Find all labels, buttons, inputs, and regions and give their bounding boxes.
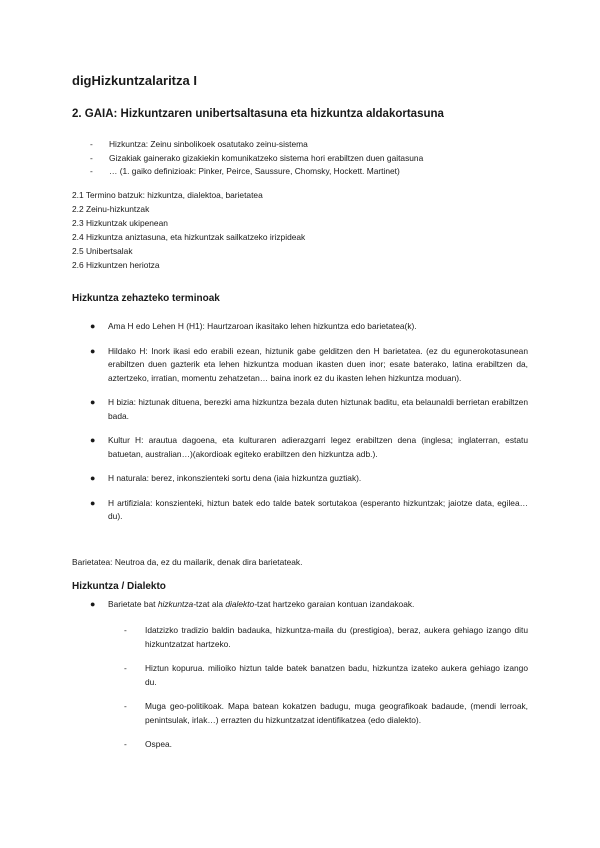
intro-list bbox=[90, 138, 530, 179]
list-item: - Ospea. bbox=[124, 738, 528, 752]
terms-note: Barietatea: Neutroa da, ez du mailarik, denak dira barietateak. bbox=[72, 557, 303, 567]
list-item: ● Ama H edo Lehen H (H1): Haurtzaroan ikasitako lehen hizkuntza edo barietatea(k). bbox=[90, 320, 528, 334]
list-item: ● H artifiziala: konszienteki, hiztun batek edo talde batek sortutakoa (esperanto hizkuntzak; jaiotze data, egilea… du). bbox=[90, 497, 528, 521]
bullet-icon: ● bbox=[90, 497, 96, 508]
dash-marker: - bbox=[124, 739, 127, 749]
toc-item: 2.4 Hizkuntza aniztasuna, eta hizkuntzak sailkatzeko irizpideak bbox=[72, 232, 306, 242]
list-item: - Hiztun kopurua. milioiko hiztun talde batek banatzen badu, hizkuntza izateko aukera gehiago izango du. bbox=[124, 663, 528, 687]
toc-item: 2.1 Termino batzuk: hizkuntza, dialektoa, barietatea bbox=[72, 190, 263, 200]
toc-item: 2.6 Hizkuntzen heriotza bbox=[72, 260, 160, 270]
list-item: - … (1. gaiko definizioak: Pinker, Peirce, Saussure, Chomsky, Hockett. Martinet) bbox=[90, 165, 530, 179]
bullet-icon: ● bbox=[90, 345, 96, 356]
list-item: - Idatzizko tradizio baldin badauka, hizkuntza-maila du (prestigioa), beraz, aukera gehiago izango ditu hizkuntzatzat hartzeko. bbox=[124, 625, 528, 649]
dash-marker: - bbox=[124, 625, 127, 635]
list-item: ● H naturala: berez, inkonszienteki sortu dena (iaia hizkuntza guztiak). bbox=[90, 472, 528, 486]
terms-list bbox=[90, 320, 528, 535]
dash-marker: - bbox=[124, 701, 127, 711]
list-item: ● Hildako H: Inork ikasi edo erabili ezean, hiztunik gabe gelditzen den H barietatea. (ez du egunerokotasunean erabiltzen duen gazterik eta lehen hizkuntza moduan ikasten duen inor; esate baterako, latina erabiltzen da, aztertzeko, irratian, momentu zehatzetan… baina inork ez du ikasten lehen hizkuntza moduan). bbox=[90, 345, 528, 383]
bullet-icon: ● bbox=[90, 397, 96, 407]
dialect-heading: Hizkuntza / Dialekto bbox=[72, 581, 166, 592]
dialect-intro-text: Barietate bat hizkuntza-tzat ala dialekto-tzat hartzeko garaian kontuan izandakoak. bbox=[108, 599, 415, 609]
bullet-icon: ● bbox=[90, 599, 96, 609]
dialect-criteria bbox=[124, 624, 528, 763]
toc-item: 2.3 Hizkuntzak ukipenean bbox=[72, 218, 168, 228]
bullet-icon: ● bbox=[90, 435, 96, 445]
bullet-icon: ● bbox=[90, 473, 96, 483]
list-item: ● H bizia: hiztunak dituena, berezki ama hizkuntza bezala duten hiztunak baditu, eta belaunaldi berrietan erabiltzen bada. bbox=[90, 397, 528, 421]
section-title: 2. GAIA: Hizkuntzaren unibertsaltasuna eta hizkuntza aldakortasuna bbox=[72, 108, 444, 120]
bullet-icon: ● bbox=[90, 321, 96, 331]
dash-marker: - bbox=[90, 139, 93, 149]
toc-item: 2.5 Unibertsalak bbox=[72, 246, 133, 256]
terms-heading: Hizkuntza zehazteko terminoak bbox=[72, 293, 220, 304]
dash-marker: - bbox=[90, 152, 93, 163]
list-item: - Hizkuntza: Zeinu sinbolikoek osatutako zeinu-sistema bbox=[90, 138, 530, 152]
table-of-contents bbox=[72, 188, 305, 272]
dash-marker: - bbox=[124, 663, 127, 673]
document-title: digHizkuntzalaritza I bbox=[72, 73, 197, 88]
list-item: - Muga geo-politikoak. Mapa batean kokatzen badugu, muga geografikoak badaude, (mendi lerroak, penintsulak, irlak…) errazten du hizkuntzatzat identifikatzea (edo dialekto). bbox=[124, 701, 528, 725]
list-item: ● Kultur H: arautua dagoena, eta kulturaren adierazgarri legez erabiltzen dena (inglesa; inglaterran, estatu batuetan, australian…)(akordioak egiteko erabiltzen den hizkuntza adb.). bbox=[90, 435, 528, 459]
toc-item: 2.2 Zeinu-hizkuntzak bbox=[72, 204, 150, 214]
dash-marker: - bbox=[90, 166, 93, 176]
list-item: - Gizakiak gainerako gizakiekin komunikatzeko sistema hori erabiltzen duen gaitasuna bbox=[90, 152, 530, 166]
